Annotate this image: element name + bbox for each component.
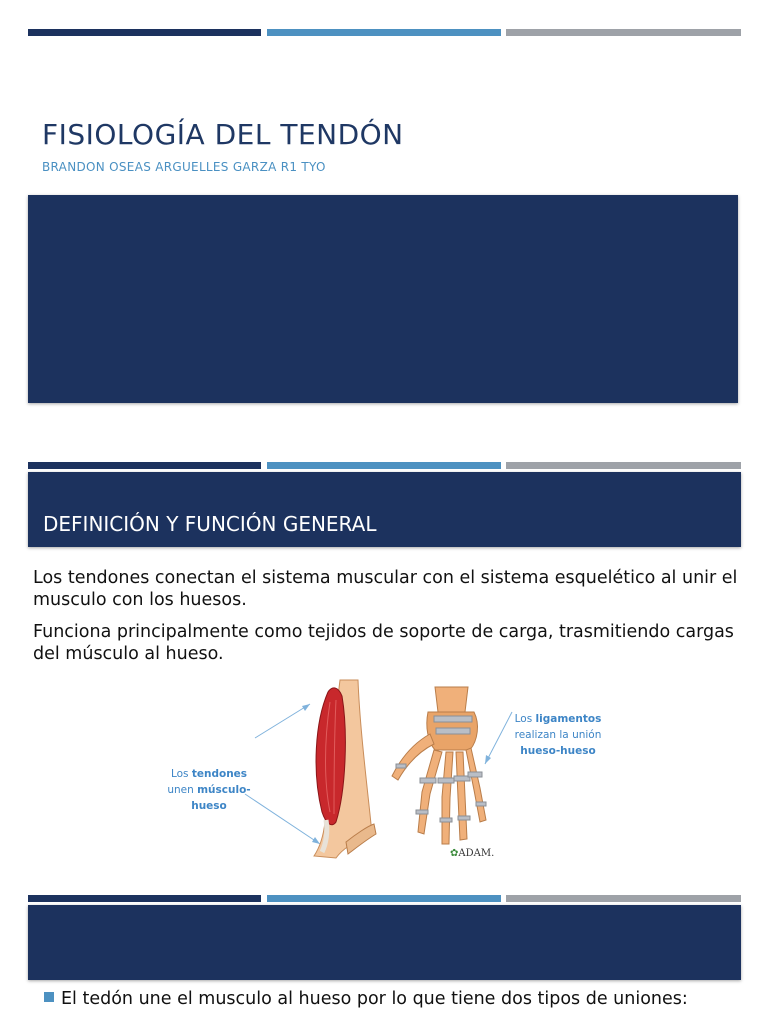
slide-title: FISIOLOGÍA DEL TENDÓN (42, 118, 404, 151)
arrow-to-tendon (245, 794, 320, 844)
anatomy-figure (150, 672, 620, 862)
caption-ligamentos: Los ligamentos realizan la unión hueso-hueso (514, 713, 602, 757)
paragraph-definition: Los tendones conectan el sistema muscular con el sistema esquelético al unir el musculo con los huesos. (33, 568, 738, 610)
paragraph-function: Funciona principalmente como tejidos de soporte de carga, trasmitiendo cargas del músculo al hueso. (33, 622, 734, 664)
section-stripe-bar (28, 462, 741, 470)
stripe-navy (28, 895, 261, 902)
section3-stripe-bar (28, 895, 741, 903)
adam-watermark: ✿ADAM. (450, 848, 495, 859)
caption-tendones: Los tendones unen músculo- hueso (167, 768, 251, 812)
stripe-navy (28, 462, 261, 469)
stripe-gray (506, 29, 741, 36)
stripe-gray (506, 895, 741, 902)
bullet-text: El tedón une el musculo al hueso por lo que tiene dos tipos de uniones: (61, 989, 688, 1009)
stripe-gray (506, 462, 741, 469)
bullet-square-icon (44, 992, 54, 1002)
title-banner (28, 195, 738, 403)
section3-header-banner (28, 905, 741, 980)
hand-skeleton (392, 687, 486, 844)
stripe-navy (28, 29, 261, 36)
slide-subtitle: BRANDON OSEAS ARGUELLES GARZA R1 TYO (42, 160, 326, 174)
section-heading: DEFINICIÓN Y FUNCIÓN GENERAL (43, 512, 377, 536)
top-stripe-bar (28, 29, 741, 37)
stripe-blue (267, 462, 501, 469)
stripe-blue (267, 29, 501, 36)
stripe-blue (267, 895, 501, 902)
arrow-to-muscle (255, 704, 310, 738)
